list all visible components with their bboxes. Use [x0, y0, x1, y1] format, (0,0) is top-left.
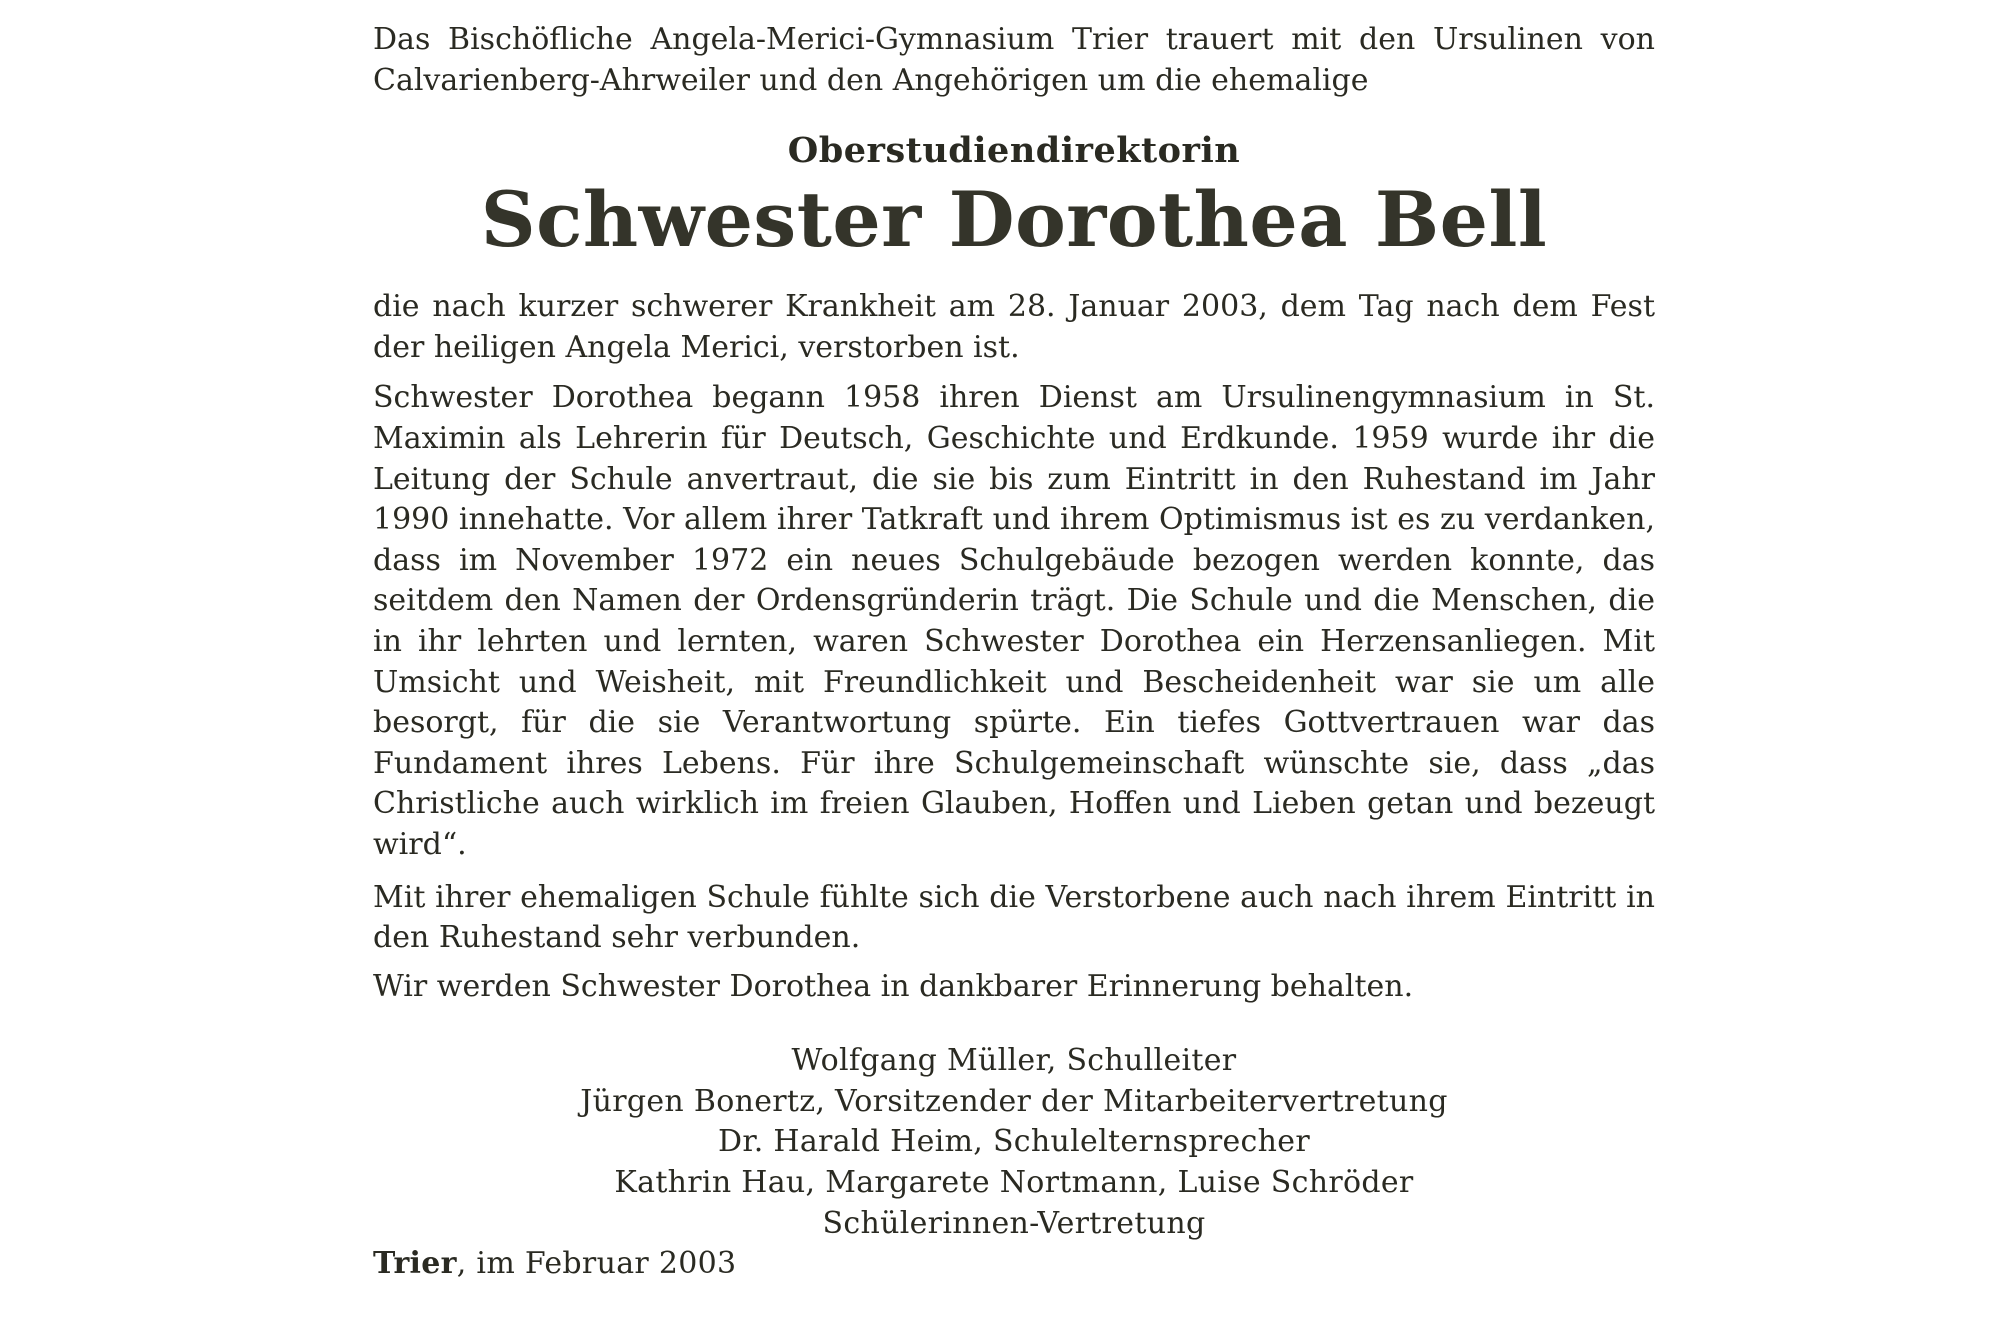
paragraph-biography: Schwester Dorothea begann 1958 ihren Dienst am Ursulinengymnasium in St. Maximin als Lehrerin für Deutsch, Geschichte und Erdkunde. 1959 wurde ihr die Leitung der Schule anvertraut, die sie bis zum Eintritt in den Ruhestand im Jahr 1990 innehatte. Vor allem ihrer Tatkraft und ihrem Optimismus ist es zu verdanken, dass im November 1972 ein neues Schulgebäude bezogen werden konnte, das seitdem den Namen der Ordensgründerin trägt. Die Schule und die Menschen, die in ihr lehrten und lernten, waren Schwester Dorothea ein Herzensanliegen. Mit Umsicht und Weisheit, mit Freundlichkeit und Bescheidenheit war sie um alle besorgt, für die sie Verantwortung spürte. Ein tiefes Gottvertrauen war das Fundament ihres Lebens. Für ihre Schulgemeinschaft wünschte sie, dass „das Christliche auch wirklich im freien Glauben, Hoffen und Lieben getan und bezeugt wird“.: [373, 380, 1655, 862]
signature-line: Schülerinnen-Vertretung: [822, 1205, 1206, 1241]
paragraph-connection: Mit ihrer ehemaligen Schule fühlte sich die Verstorbene auch nach ihrem Eintritt in den Ruhestand sehr verbunden.: [373, 879, 1655, 956]
deceased-name: Schwester Dorothea Bell: [480, 175, 1548, 265]
signature-line: Kathrin Hau, Margarete Nortmann, Luise Schröder: [614, 1165, 1414, 1201]
signature-line: Jürgen Bonertz, Vorsitzender der Mitarbeitervertretung: [580, 1083, 1448, 1119]
signatures: [373, 1041, 1655, 1244]
intro-text: Das Bischöfliche Angela-Merici-Gymnasium Trier trauert mit den Ursulinen von Calvarienberg-Ahrweiler und den Angehörigen um die ehemalige: [373, 22, 1655, 98]
signature-line: Wolfgang Müller, Schulleiter: [791, 1043, 1237, 1079]
paragraph-remembrance: Wir werden Schwester Dorothea in dankbarer Erinnerung behalten.: [373, 968, 1414, 1004]
paragraph-death: die nach kurzer schwerer Krankheit am 28. Januar 2003, dem Tag nach dem Fest der heiligen Angela Merici, verstorben ist.: [373, 289, 1655, 365]
deceased-rank: Oberstudiendirektorin: [787, 130, 1241, 172]
place-date: [373, 1244, 1655, 1285]
place: Trier: [373, 1246, 457, 1282]
signature-line: Dr. Harald Heim, Schulelternsprecher: [718, 1124, 1310, 1160]
date: , im Februar 2003: [456, 1246, 737, 1282]
obituary-notice: [373, 20, 1655, 1285]
